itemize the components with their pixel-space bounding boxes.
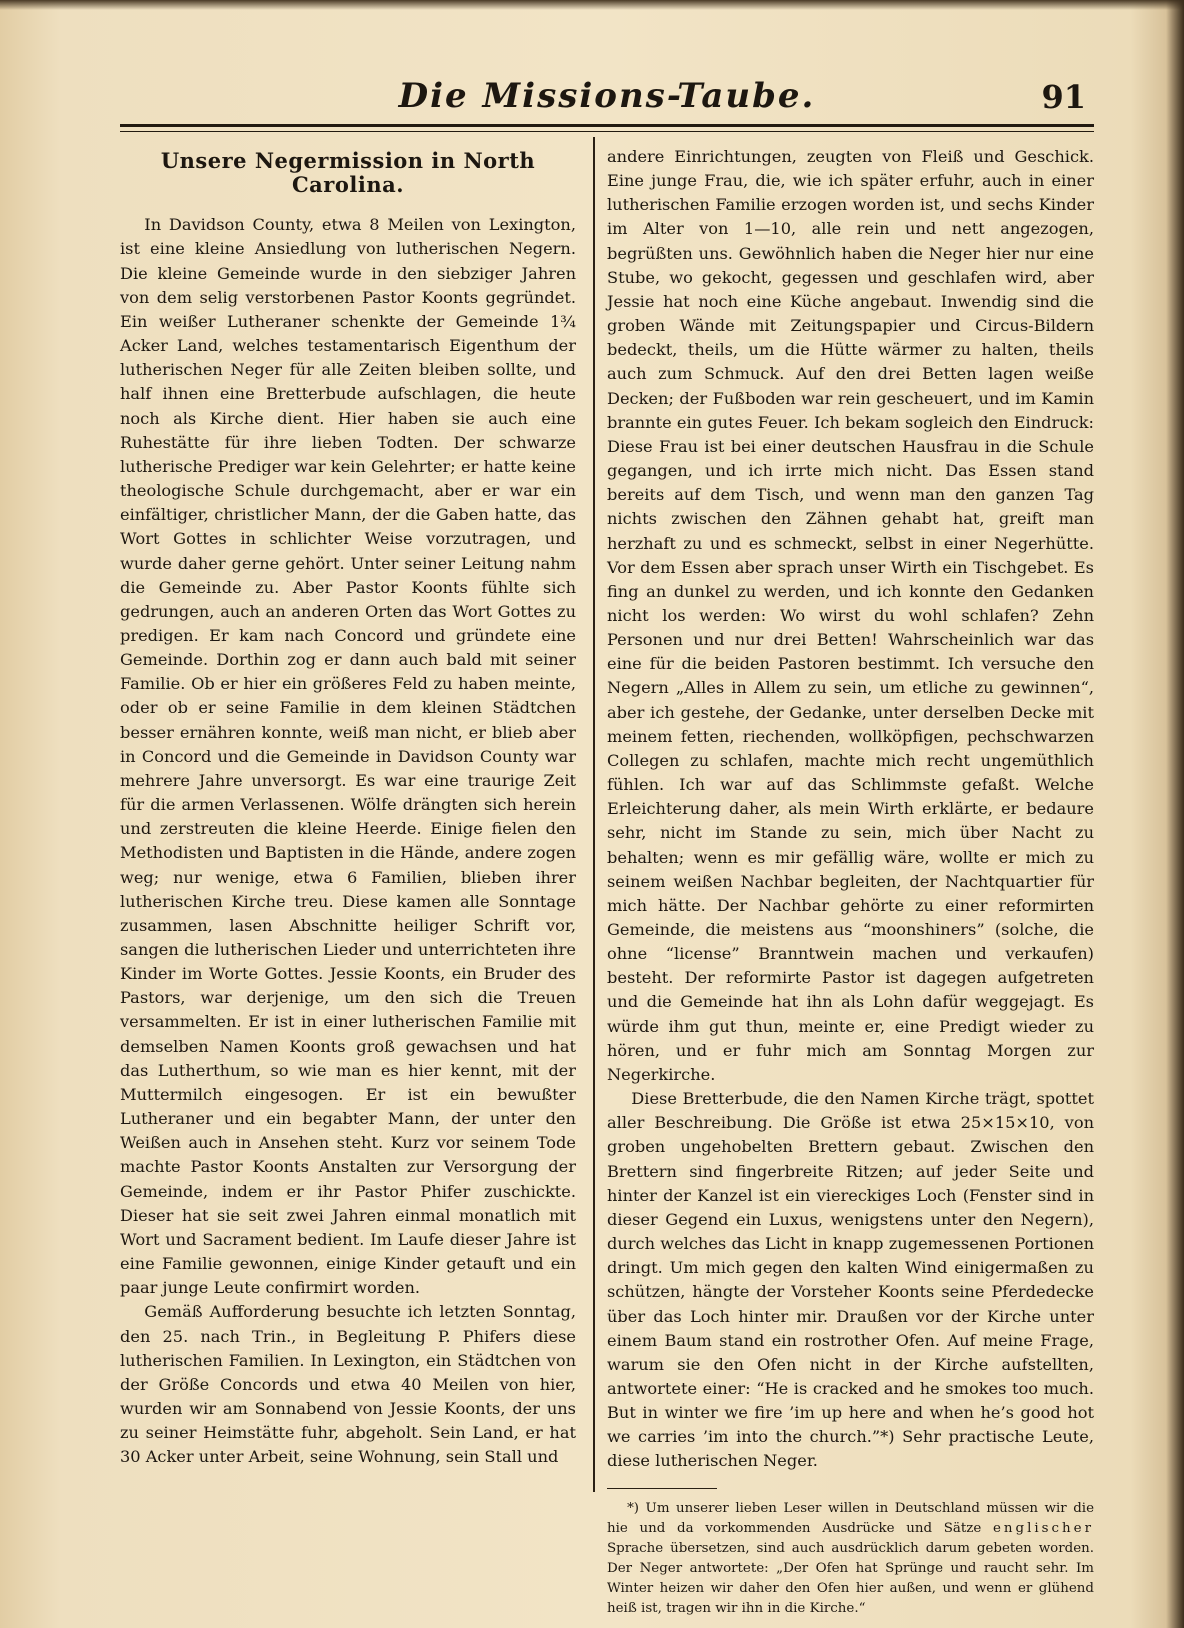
page-top-edge: [0, 0, 1184, 10]
footnote-rule: [607, 1488, 717, 1489]
paragraph: [120, 1300, 576, 1469]
footnote-emphasis: englischer: [992, 1520, 1094, 1536]
footnote: [607, 1499, 1094, 1619]
right-column: [607, 145, 1094, 1619]
running-title: Die Missions-Taube.: [398, 76, 816, 116]
footnote-text-end: Sprache übersetzen, sind auch ausdrücklich darum gebeten worden. Der Neger antwortete: „Der Ofen hat Sprünge und raucht sehr. Im Winter heizen wir daher den Ofen hier außen, und wenn er glühend heiß ist, tragen wir ihn in die Kirche.“: [607, 1540, 1094, 1616]
page-binding-edge: [1166, 0, 1184, 1628]
running-head: [120, 68, 1094, 124]
header-rule-thin: [120, 131, 1094, 132]
paragraph: In Davidson County, etwa 8 Meilen von Lexington, ist eine kleine Ansiedlung von lutherischen Negern. Die kleine Gemeinde wurde in den siebziger Jahren von dem selig verstorbenen Pastor Koonts gegründet. Ein weißer Lutheraner schenkte der Gemeinde 1¾ Acker Land, welches testamentarisch Eigenthum der lutherischen Neger für alle Zeiten bleiben sollte, und half ihnen eine Bretterbude aufschlagen, die heute noch als Kirche dient. Hier haben sie auch eine Ruhestätte für ihre lieben Todten. Der schwarze lutherische Prediger war kein Gelehrter; er hatte keine theologische Schule durchgemacht, aber er war ein einfältiger, christlicher Mann, der die Gaben hatte, das Wort Gottes in schlichter Weise vorzutragen, und wurde daher gerne gehört. Unter seiner Leitung nahm die Gemeinde zu. Aber Pastor Koonts fühlte sich gedrungen, auch an anderen Orten das Wort Gottes zu predigen. Er kam nach Concord und gründete eine Gemeinde. Dorthin zog er dann auch bald mit seiner Familie. Ob er hier ein größeres Feld zu haben meinte, oder ob er seine Familie in dem kleinen Städtchen besser ernähren konnte, weiß man nicht, er blieb aber in Concord und die Gemeinde in Davidson County war mehrere Jahre unversorgt. Es war eine traurige Zeit für die armen Verlassenen. Wölfe drängten sich herein und zerstreuten die kleine Heerde. Einige fielen den Methodisten und Baptisten in die Hände, andere zogen weg; nur wenige, etwa 6 Familien, blieben ihrer lutherischen Kirche treu. Diese kamen alle Sonntage zusammen, lasen Abschnitte heiliger Schrift vor, sangen die lutherischen Lieder und unterrichteten ihre Kinder im Worte Gottes. Jessie Koonts, ein Bruder des Pastors, war derjenige, um den sich die Treuen versammelten. Er ist in einer lutherischen Familie mit demselben Namen Koonts groß gewachsen und hat das Lutherthum, so wie man es hier kennt, mit der Muttermilch eingesogen. Er ist ein bewußter Lutheraner und ein begabter Mann, der unter den Weißen auch in Ansehen steht. Kurz vor seinem Tode machte Pastor Koonts Anstalten zur Versorgung der Gemeinde, indem er ihr Pastor Phifer zuschickte. Dieser hat sie seit zwei Jahren einmal monatlich mit Wort und Sacrament bedient. Im Laufe dieser Jahre ist eine Familie gewonnen, einige Kinder getauft und ein paar junge Leute confirmirt worden.: [120, 215, 576, 1298]
left-column: [120, 145, 576, 1469]
header-rule-thick: [120, 124, 1094, 127]
page-number: 91: [1041, 78, 1086, 116]
article-title: Unsere Negermission in North Carolina.: [160, 148, 536, 198]
paragraph: Diese Bretterbude, die den Namen Kirche trägt, spottet aller Beschreibung. Die Größe ist etwa 25×15×10, von groben ungehobelten Brettern gebaut. Zwischen den Brettern sind fingerbreite Ritzen; auf jeder Seite und hinter der Kanzel ist ein viereckiges Loch (Fenster sind in dieser Gegend ein Luxus, wenigstens unter den Negern), durch welches das Licht in knapp zugemessenen Portionen dringt. Um mich gegen den kalten Wind einigermaßen zu schützen, hängte der Vorsteher Koonts seine Pferdedecke über das Loch hinter mir. Draußen vor der Kirche unter einem Baum stand ein rostrother Ofen. Auf meine Frage, warum sie den Ofen nicht in der Kirche aufstellten, antwortete einer: “He is cracked and he smokes too much. But in winter we fire ’im up here and when he’s good hot we carries ’im into the church.”*) Sehr practische Leute, diese lutherischen Neger.: [607, 1089, 1094, 1471]
column-divider: [593, 137, 595, 1492]
paragraph-continued: andere Einrichtungen, zeugten von Fleiß und Geschick. Eine junge Frau, die, wie ich später erfuhr, auch in einer lutherischen Familie erzogen worden ist, und sechs Kinder im Alter von 1—10, alle rein und nett angezogen, begrüßten uns. Gewöhnlich haben die Neger hier nur eine Stube, wo gekocht, gegessen und geschlafen wird, aber Jessie hat noch eine Küche angebaut. Inwendig sind die groben Wände mit Zeitungspapier und Circus-Bildern bedeckt, theils, um die Hütte wärmer zu halten, theils auch zum Schmuck. Auf den drei Betten lagen weiße Decken; der Fußboden war rein gescheuert, und im Kamin brannte ein gutes Feuer. Ich bekam sogleich den Eindruck: Diese Frau ist bei einer deutschen Hausfrau in die Schule gegangen, und ich irrte mich nicht. Das Essen stand bereits auf dem Tisch, und wenn man den ganzen Tag nichts zwischen den Zähnen gehabt hat, greift man herzhaft zu und es schmeckt, selbst in einer Negerhütte. Vor dem Essen aber sprach unser Wirth ein Tischgebet. Es fing an dunkel zu werden, und ich konnte den Gedanken nicht los werden: Wo wirst du wohl schlafen? Zehn Personen und nur drei Betten! Wahrscheinlich war das eine für die beiden Pastoren bestimmt. Ich versuche den Negern „Alles in Allem zu sein, um etliche zu gewinnen“, aber ich gestehe, der Gedanke, unter derselben Decke mit meinem fetten, riechenden, wollköpfigen, pechschwarzen Collegen zu schlafen, machte mich recht ungemüthlich fühlen. Ich war auf das Schlimmste gefaßt. Welche Erleichterung daher, als mein Wirth erklärte, er bedaure sehr, nicht im Stande zu sein, mich über Nacht zu behalten; wenn es mir gefällig wäre, wollte er mich zu seinem weißen Nachbar begleiten, der Nachtquartier für mich hätte. Der Nachbar gehörte zu einer reformirten Gemeinde, die meistens aus “moonshiners” (solche, die ohne “license” Branntwein machen und verkaufen) besteht. Der reformirte Pastor ist dagegen aufgetreten und die Gemeinde hat ihn als Lohn dafür weggejagt. Es würde ihm gut thun, meinte er, eine Predigt wieder zu hören, und er fuhr mich am Sonntag Morgen zur Negerkirche.: [607, 147, 1094, 1084]
paragraph-text: Gemäß Aufforderung besuchte ich letzten Sonntag, den 25. nach Trin., in Begleitung P. Phifers diese lutherischen Familien. In Lexington, ein Städtchen von der Größe Concords und etwa 40 Meilen von hier, wurden wir am Sonnabend von Jessie Koonts, der uns zu seiner Heimstätte fuhr, abgeholt. Sein Land, er hat 30 Acker unter Arbeit, seine Wohnung, sein Stall und: [120, 1302, 576, 1467]
footnote-text: *) Um unserer lieben Leser willen in Deutschland müssen wir die hie und da vorkommenden Ausdrücke und Sätze: [607, 1500, 1094, 1536]
